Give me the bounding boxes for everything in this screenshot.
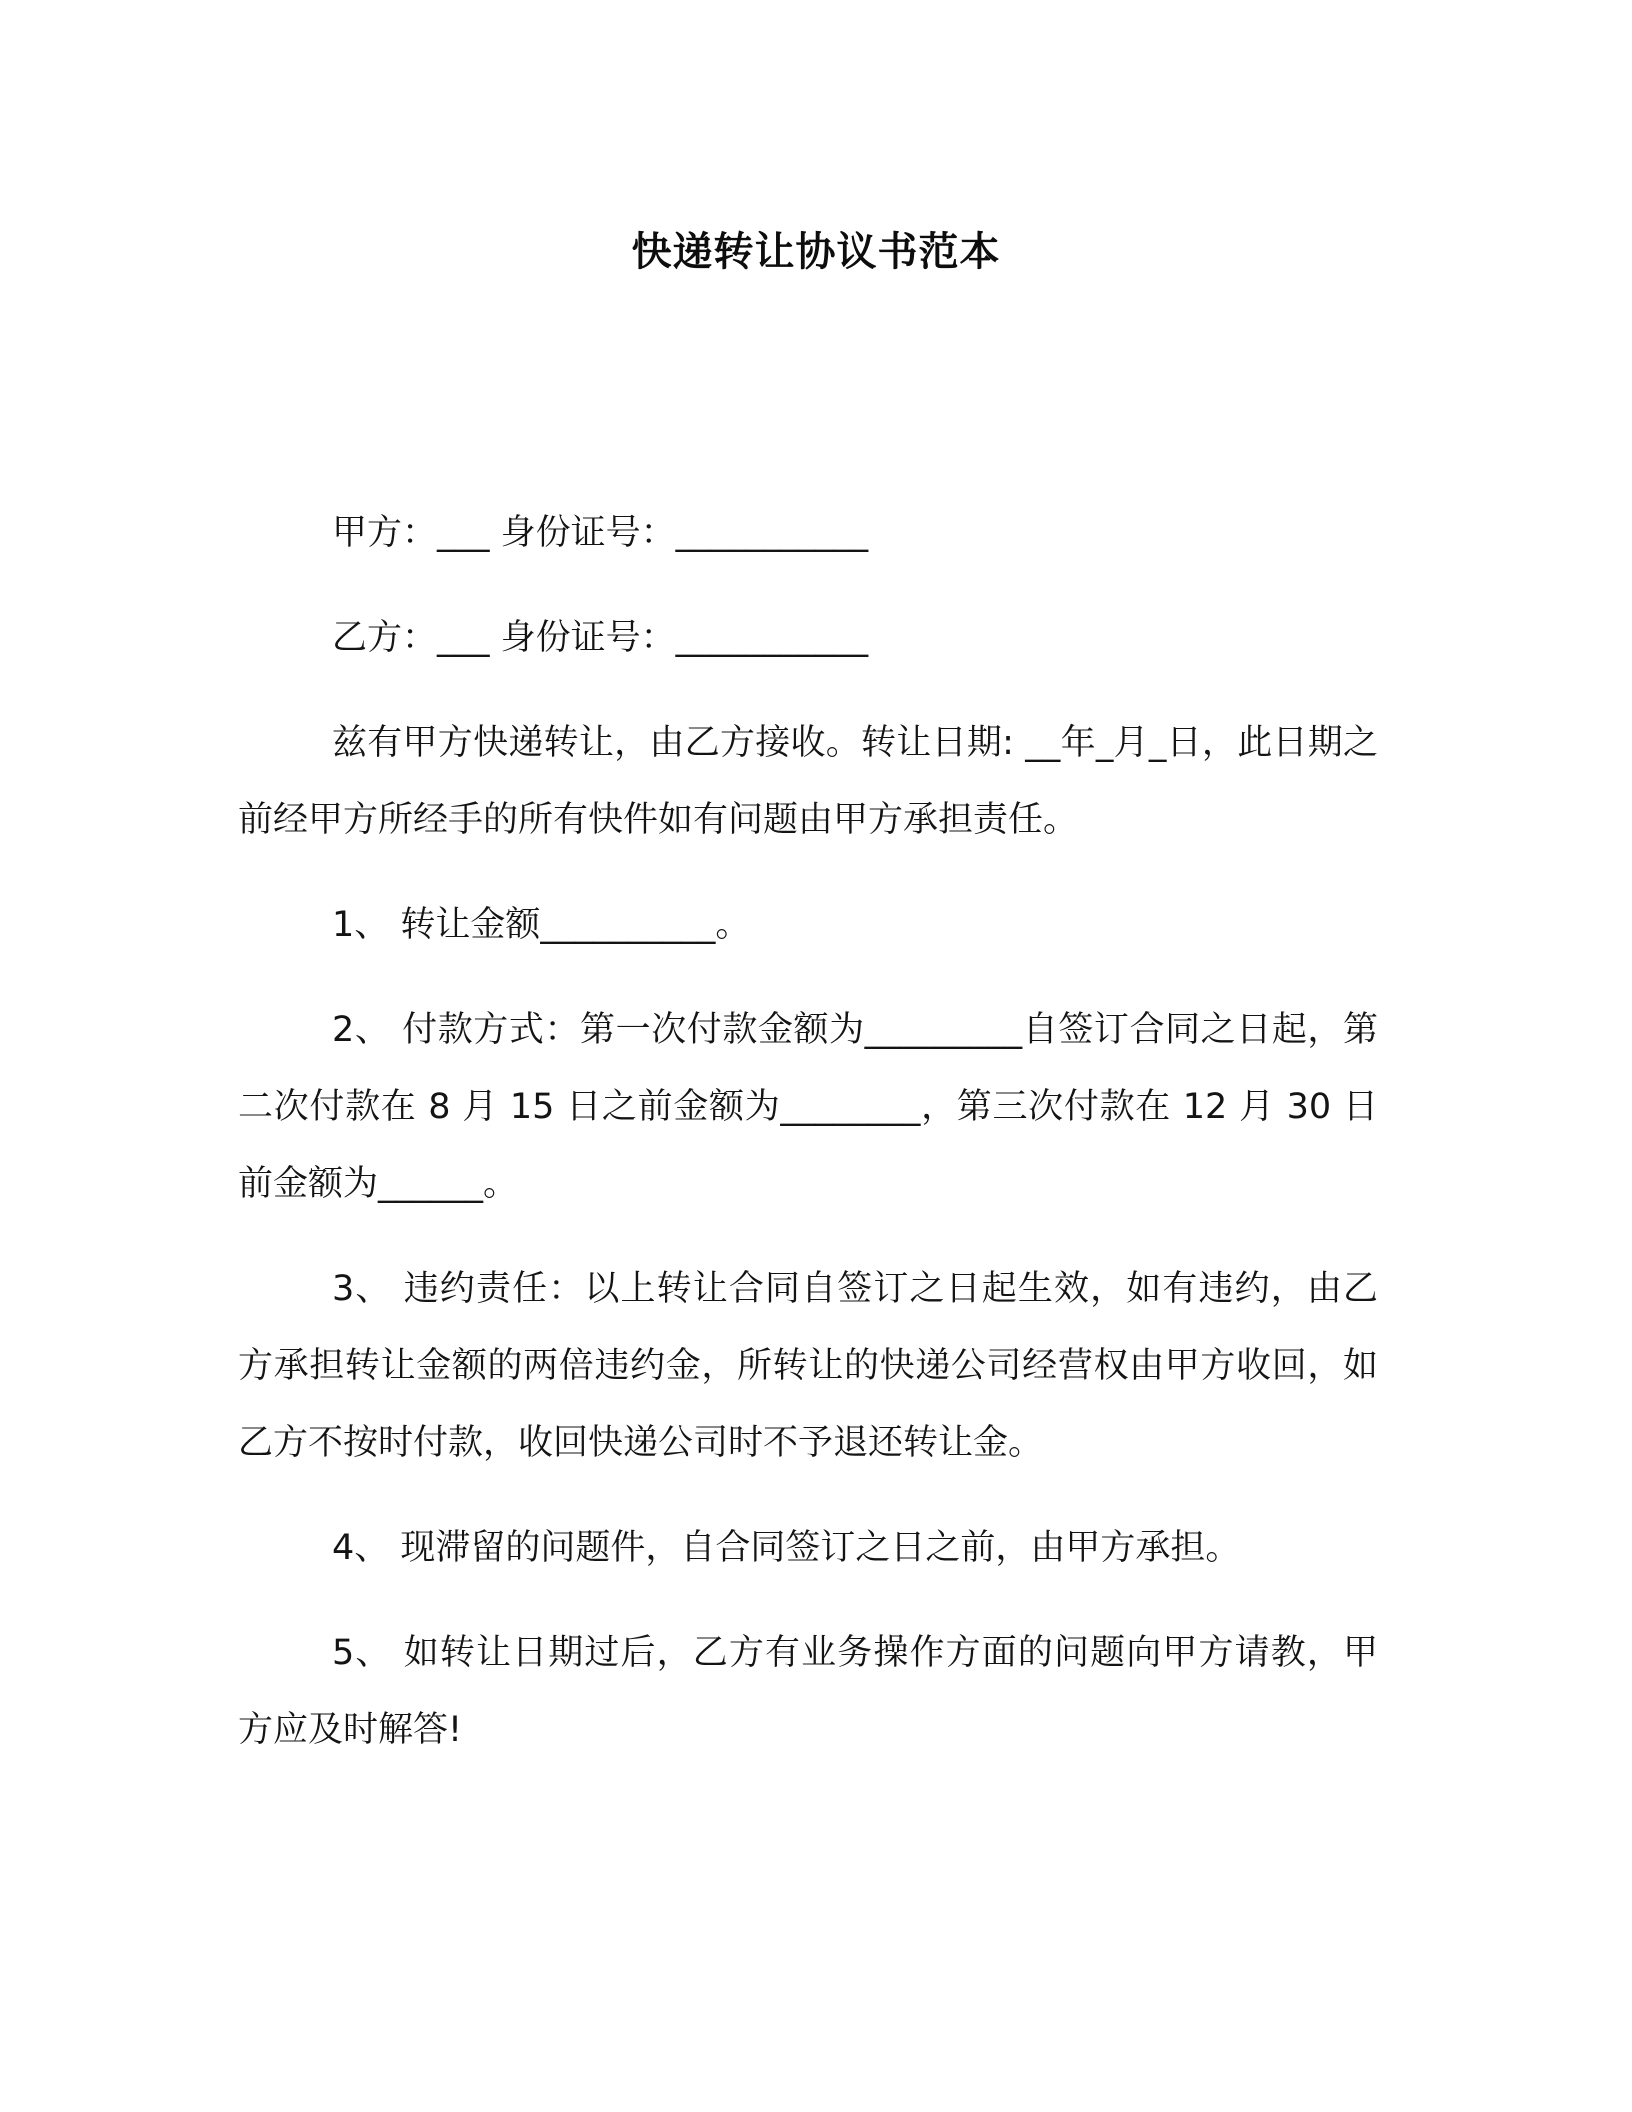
clause-5: 5、 如转让日期过后，乙方有业务操作方面的问题向甲方请教，甲方应及时解答! <box>238 1633 1378 1750</box>
clause-4: 4、 现滞留的问题件，自合同签订之日之前，由甲方承担。 <box>332 1528 1241 1568</box>
party-b-line: 乙方：___ 身份证号：___________ <box>332 618 869 658</box>
document-title: 快递转让协议书范本 <box>631 229 1001 275</box>
document-body <box>238 495 1378 1797</box>
intro-paragraph: 兹有甲方快递转让，由乙方接收。转让日期: __年_月_日，此日期之前经甲方所经手的所有快件如有问题由甲方承担责任。 <box>238 723 1378 840</box>
clause-3: 3、 违约责任：以上转让合同自签订之日起生效，如有违约，由乙方承担转让金额的两倍违约金，所转让的快递公司经营权由甲方收回，如乙方不按时付款，收回快递公司时不予退还转让金。 <box>238 1269 1378 1463</box>
clause-2: 2、 付款方式：第一次付款金额为_________自签订合同之日起，第二次付款在 8 月 15 日之前金额为________，第三次付款在 12 月 30 日前金额为______。 <box>238 1010 1378 1204</box>
party-a-line: 甲方：___ 身份证号：___________ <box>332 513 869 553</box>
clause-1: 1、 转让金额__________。 <box>332 905 751 945</box>
